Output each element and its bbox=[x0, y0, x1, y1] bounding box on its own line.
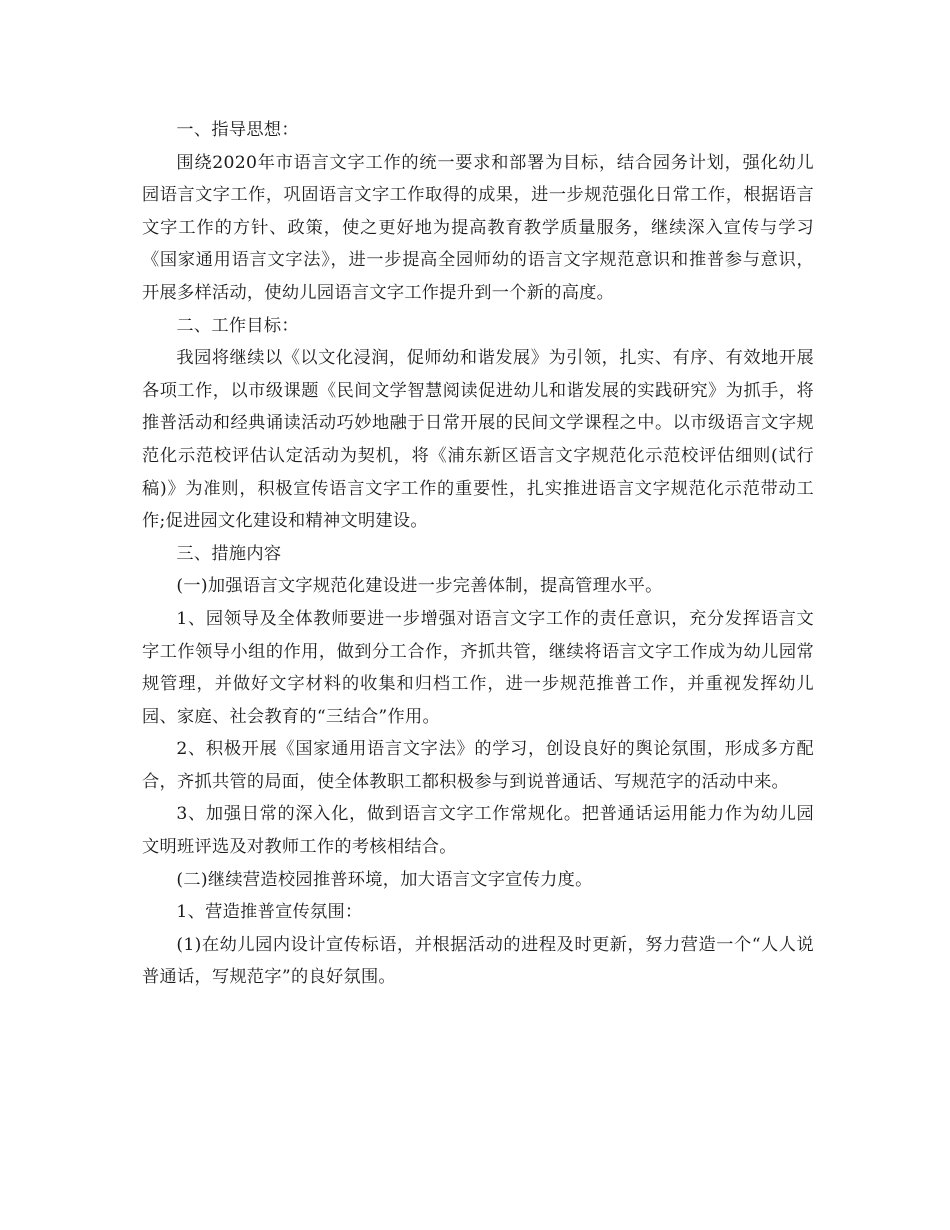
paragraph-item-2-1-1: (1)在幼儿园内设计宣传标语，并根据活动的进程及时更新，努力营造一个“人人说普通话，写规范字”的良好氛围。 bbox=[142, 934, 814, 988]
section-heading-measures: 三、措施内容 bbox=[176, 543, 282, 564]
document-body bbox=[142, 114, 814, 994]
paragraph-item-2: 2、积极开展《国家通用语言文字法》的学习，创设良好的舆论氛围，形成多方配合，齐抓共管的局面，使全体教职工都积极参与到说普通话、写规范字的活动中来。 bbox=[142, 739, 814, 792]
subsection-heading-1: (一)加强语言文字规范化建设进一步完善体制，提高管理水平。 bbox=[176, 576, 663, 597]
paragraph-guiding-thought: 围绕2020年市语言文字工作的统一要求和部署为目标，结合园务计划，强化幼儿园语言文字工作，巩固语言文字工作取得的成果，进一步规范强化日常工作，根据语言文字工作的方针、政策，使之更好地为提高教育教学质量服务，继续深入宣传与学习《国家通用语言文字法》，进一步提高全园师幼的语言文字规范意识和推普参与意识，开展多样活动，使幼儿园语言文字工作提升到一个新的高度。 bbox=[142, 152, 814, 303]
section-heading-work-goals: 二、工作目标： bbox=[176, 315, 299, 336]
section-heading-guiding-thought: 一、指导思想： bbox=[176, 120, 299, 140]
paragraph-item-3: 3、加强日常的深入化，做到语言文字工作常规化。把普通话运用能力作为幼儿园文明班评选及对教师工作的考核相结合。 bbox=[142, 804, 814, 858]
paragraph-item-1: 1、园领导及全体教师要进一步增强对语言文字工作的责任意识，充分发挥语言文字工作领导小组的作用，做到分工合作，齐抓共管，继续将语言文字工作成为幼儿园常规管理，并做好文字材料的收集和归档工作，进一步规范推普工作，并重视发挥幼儿园、家庭、社会教育的“三结合”作用。 bbox=[142, 608, 814, 727]
subsection-heading-2: (二)继续营造校园推普环境，加大语言文字宣传力度。 bbox=[176, 869, 593, 890]
paragraph-work-goals: 我园将继续以《以文化浸润，促师幼和谐发展》为引领，扎实、有序、有效地开展各项工作，以市级课题《民间文学智慧阅读促进幼儿和谐发展的实践研究》为抓手，将推普活动和经典诵读活动巧妙地融于日常开展的民间文学课程之中。以市级语言文字规范化示范校评估认定活动为契机，将《浦东新区语言文字规范化示范校评估细则(试行稿)》为准则，积极宣传语言文字工作的重要性，扎实推进语言文字规范化示范带动工作;促进园文化建设和精神文明建设。 bbox=[142, 348, 814, 532]
paragraph-item-2-1: 1、营造推普宣传氛围： bbox=[176, 902, 363, 923]
